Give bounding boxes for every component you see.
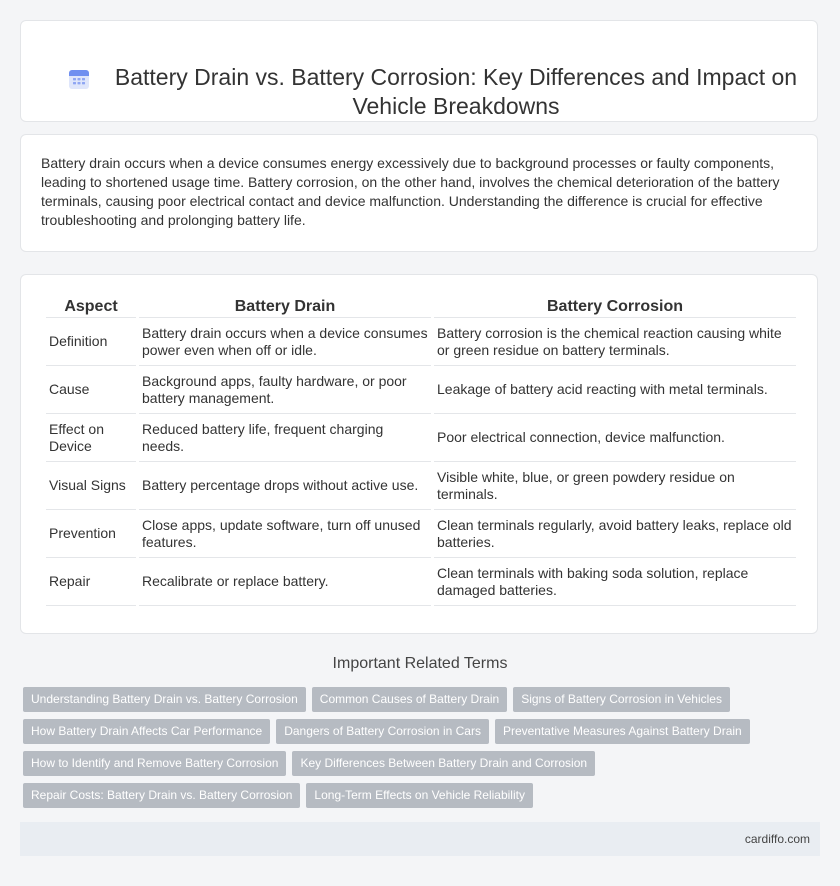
table-row bbox=[46, 366, 796, 414]
cell-battery-corrosion: Battery corrosion is the chemical reaction causing white or green residue on battery terminals. bbox=[434, 318, 796, 366]
related-term-tag[interactable]: How Battery Drain Affects Car Performance bbox=[23, 719, 270, 744]
cell-battery-corrosion: Leakage of battery acid reacting with metal terminals. bbox=[434, 366, 796, 414]
table-row bbox=[46, 414, 796, 462]
header-battery-drain: Battery Drain bbox=[139, 297, 431, 318]
header-aspect: Aspect bbox=[46, 297, 136, 318]
related-term-tag[interactable]: Understanding Battery Drain vs. Battery Corrosion bbox=[23, 687, 306, 712]
related-term-tag[interactable]: Key Differences Between Battery Drain and Corrosion bbox=[292, 751, 595, 776]
cell-aspect: Cause bbox=[46, 366, 136, 414]
cell-battery-drain: Background apps, faulty hardware, or poor battery management. bbox=[139, 366, 431, 414]
related-terms-heading: Important Related Terms bbox=[332, 655, 508, 672]
related-term-tag[interactable]: Signs of Battery Corrosion in Vehicles bbox=[513, 687, 730, 712]
table-row bbox=[46, 558, 796, 606]
page-title: Battery Drain vs. Battery Corrosion: Key Differences and Impact on Vehicle Breakdowns bbox=[114, 64, 798, 119]
cell-battery-corrosion: Visible white, blue, or green powdery residue on terminals. bbox=[434, 462, 796, 510]
cell-battery-corrosion: Clean terminals with baking soda solution, replace damaged batteries. bbox=[434, 558, 796, 606]
cell-battery-corrosion: Poor electrical connection, device malfunction. bbox=[434, 414, 796, 462]
cell-aspect: Visual Signs bbox=[46, 462, 136, 510]
related-term-tag[interactable]: How to Identify and Remove Battery Corrosion bbox=[23, 751, 286, 776]
intro-card bbox=[20, 134, 818, 252]
title-card bbox=[20, 20, 818, 122]
cell-battery-drain: Close apps, update software, turn off unused features. bbox=[139, 510, 431, 558]
cell-battery-drain: Battery drain occurs when a device consumes power even when off or idle. bbox=[139, 318, 431, 366]
calendar-icon bbox=[67, 67, 91, 91]
cell-battery-corrosion: Clean terminals regularly, avoid battery leaks, replace old batteries. bbox=[434, 510, 796, 558]
related-terms-list bbox=[23, 687, 803, 815]
related-term-tag[interactable]: Long-Term Effects on Vehicle Reliability bbox=[306, 783, 533, 808]
header-battery-corrosion: Battery Corrosion bbox=[434, 297, 796, 318]
footer-site-link[interactable]: cardiffo.com bbox=[744, 832, 810, 846]
table-row bbox=[46, 318, 796, 366]
cell-battery-drain: Battery percentage drops without active use. bbox=[139, 462, 431, 510]
cell-aspect: Prevention bbox=[46, 510, 136, 558]
table-row bbox=[46, 462, 796, 510]
related-term-tag[interactable]: Preventative Measures Against Battery Drain bbox=[495, 719, 750, 744]
related-term-tag[interactable]: Dangers of Battery Corrosion in Cars bbox=[276, 719, 489, 744]
table-header-row bbox=[46, 297, 796, 318]
cell-battery-drain: Reduced battery life, frequent charging needs. bbox=[139, 414, 431, 462]
comparison-table-card bbox=[20, 274, 818, 634]
cell-aspect: Effect on Device bbox=[46, 414, 136, 462]
intro-paragraph: Battery drain occurs when a device consumes energy excessively due to background processes or faulty components, leading to shortened usage time. Battery corrosion, on the other hand, involves the chemical deterioration of the battery terminals, causing poor electrical contact and device malfunction. Understanding the difference is crucial for effective troubleshooting and prolonging battery life. bbox=[41, 155, 780, 228]
cell-battery-drain: Recalibrate or replace battery. bbox=[139, 558, 431, 606]
cell-aspect: Repair bbox=[46, 558, 136, 606]
cell-aspect: Definition bbox=[46, 318, 136, 366]
comparison-table bbox=[43, 297, 799, 606]
table-row bbox=[46, 510, 796, 558]
footer bbox=[20, 822, 820, 856]
related-term-tag[interactable]: Common Causes of Battery Drain bbox=[312, 687, 507, 712]
related-term-tag[interactable]: Repair Costs: Battery Drain vs. Battery Corrosion bbox=[23, 783, 300, 808]
